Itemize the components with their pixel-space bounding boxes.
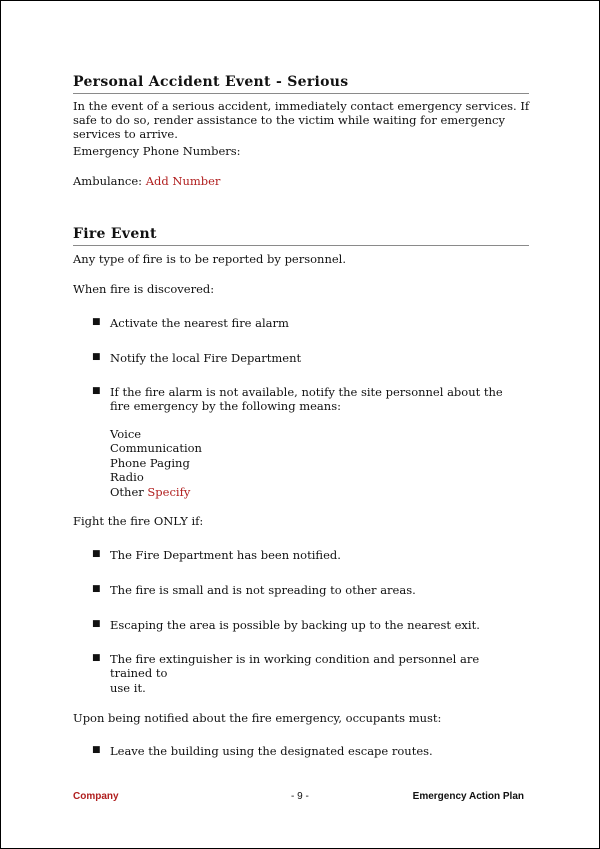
list-item: The Fire Department has been notified. (110, 548, 341, 562)
bullet-icon: ■ (92, 745, 101, 755)
means-other-placeholder[interactable]: Specify (147, 484, 191, 499)
bullet-icon: ■ (92, 584, 101, 594)
ambulance-line (73, 174, 533, 188)
footer-page-number: - 9 - (291, 791, 309, 802)
list-item: The fire extinguisher is in working condition and personnel are trained to (110, 652, 480, 680)
means-item: Communication (110, 441, 202, 456)
means-item: Voice (110, 427, 142, 441)
footer-company[interactable]: Company (73, 791, 119, 802)
personal-accident-intro: In the event of a serious accident, immediately contact emergency services. If safe to do so, render assistance to the victim while waiting for emergency services to arrive. (73, 99, 530, 141)
list-item: Leave the building using the designated escape routes. (110, 744, 433, 758)
list-item: Escaping the area is possible by backing up to the nearest exit. (110, 618, 480, 632)
bullet-icon: ■ (92, 352, 101, 362)
list-item: Notify the local Fire Department (110, 351, 302, 365)
fire-discovered-label: When fire is discovered: (73, 282, 215, 296)
emergency-phones-label: Emergency Phone Numbers: (73, 144, 241, 158)
means-item: Phone Paging (110, 455, 190, 470)
occupants-label: Upon being notified about the fire emergency, occupants must: (73, 711, 442, 725)
means-other-label: Other (110, 484, 148, 499)
list-item: If the fire alarm is not available, notify the site personnel about the fire emergency by the following means: (110, 385, 503, 413)
section-title-personal-accident: Personal Accident Event - Serious (73, 74, 529, 94)
list-item: The fire is small and is not spreading to other areas. (110, 583, 416, 597)
notification-means-list (110, 427, 310, 499)
fire-intro: Any type of fire is to be reported by personnel. (73, 252, 347, 266)
means-item-other (110, 485, 310, 499)
bullet-icon: ■ (92, 317, 101, 327)
list-item: Activate the nearest fire alarm (110, 316, 289, 330)
ambulance-number-placeholder[interactable]: Add Number (145, 174, 221, 188)
bullet-icon: ■ (92, 386, 101, 396)
footer-document-title: Emergency Action Plan (412, 791, 524, 802)
ambulance-label: Ambulance: (73, 174, 146, 188)
bullet-icon: ■ (92, 619, 101, 629)
fight-fire-label: Fight the fire ONLY if: (73, 514, 204, 528)
section-title-fire-event: Fire Event (73, 226, 529, 246)
bullet-icon: ■ (92, 549, 101, 559)
list-item-continuation: use it. (110, 681, 146, 695)
bullet-icon: ■ (92, 653, 101, 663)
means-item: Radio (110, 470, 144, 485)
